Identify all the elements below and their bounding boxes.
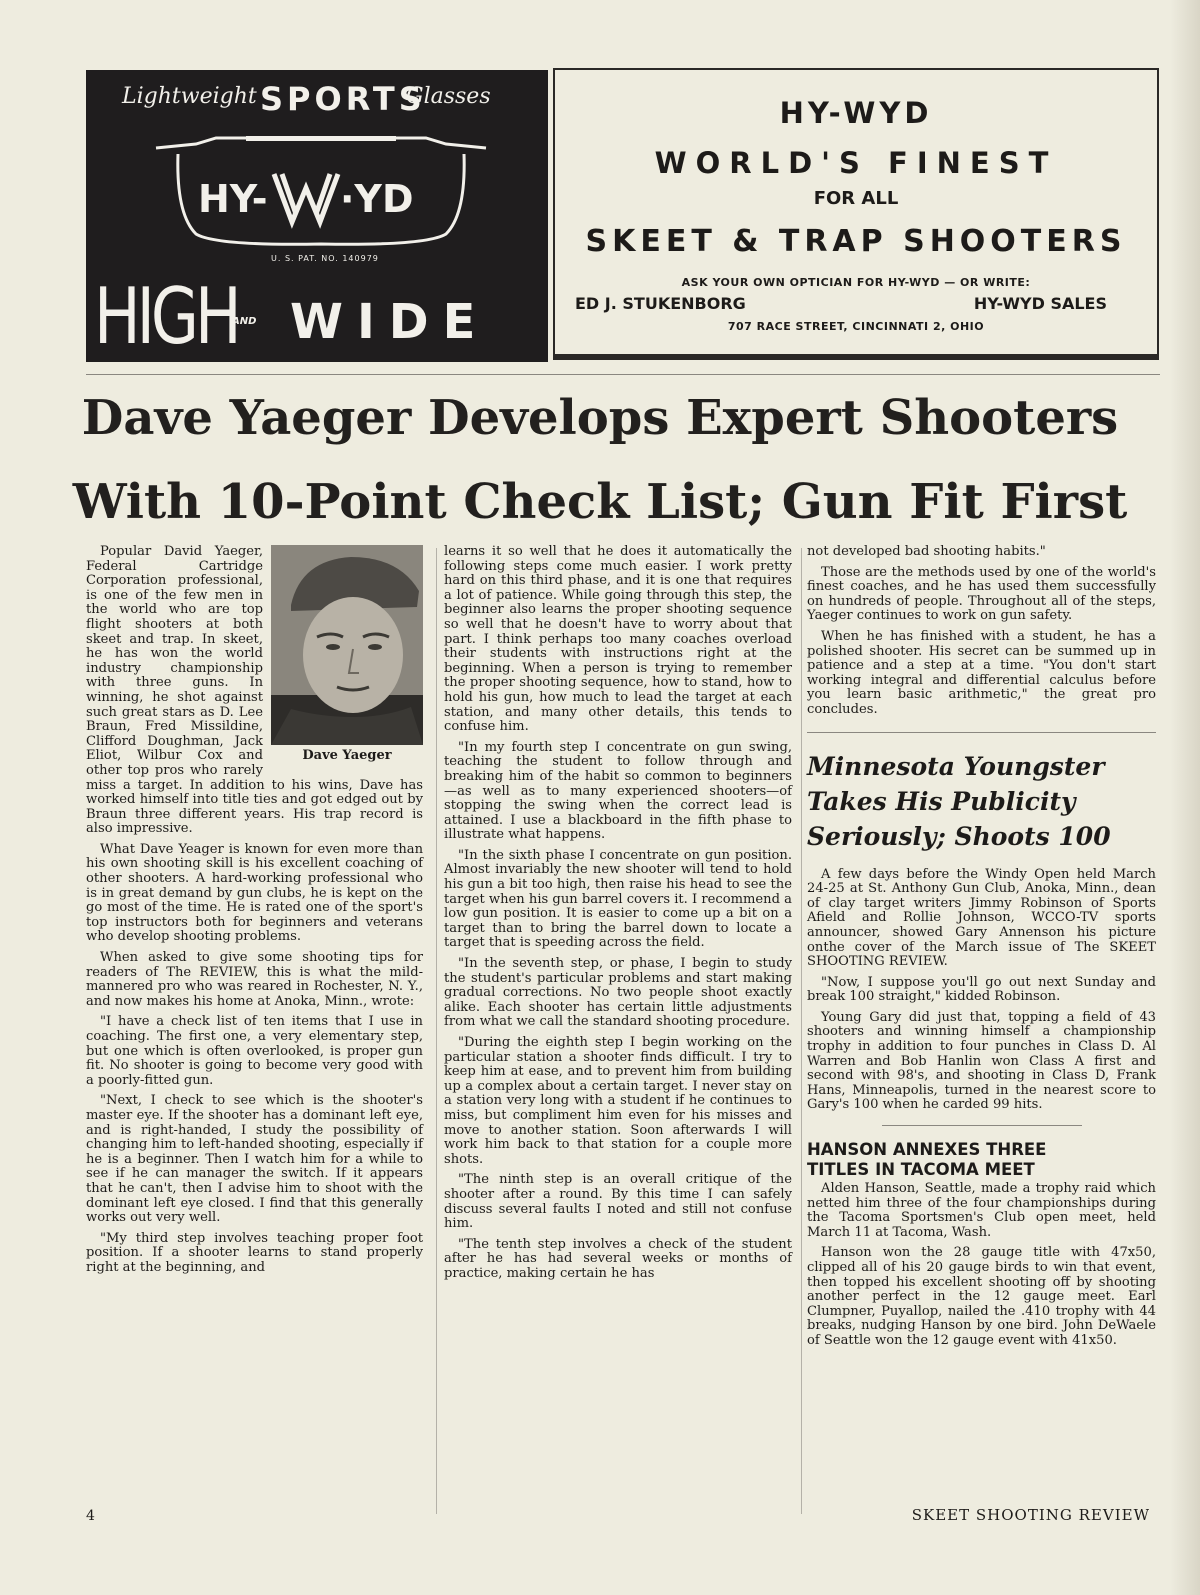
article-headline-line1: Dave Yaeger Develops Expert Shooters xyxy=(81,390,1119,446)
divider xyxy=(86,374,1160,375)
divider xyxy=(807,732,1156,733)
publication-name: SKEET SHOOTING REVIEW xyxy=(911,1506,1150,1524)
article-column-3 xyxy=(807,545,1156,1355)
paragraph: learns it so well that he does it automatically the following steps come much easier. I work pretty hard on this third phase, and it is one that requires a lot of patience. While going through this step, the beginner also learns the proper shooting sequence so well that he doesn't have to worry about that part. I think perhaps too many coaches overload their students with instructions right at the beginning. When a person is trying to remember the proper shooting sequence, how to stand, how to hold his gun, how much to lead the target at each station, and many other details, this tends to confuse him. xyxy=(444,544,792,735)
ad-script-glasses: Glasses xyxy=(406,84,491,109)
divider xyxy=(882,1125,1082,1126)
column-divider xyxy=(436,548,437,1514)
story2-headline-line2: Takes His Publicity xyxy=(807,786,1076,816)
page-edge-shadow xyxy=(1170,0,1200,1595)
page-number: 4 xyxy=(86,1508,95,1524)
ad-image-panel xyxy=(86,70,548,362)
portrait-image xyxy=(271,545,423,745)
paragraph: "Now, I suppose you'll go out next Sunday and break 100 straight," kidded Robinson. xyxy=(807,974,1156,1005)
ad-contact-name: ED J. STUKENBORG xyxy=(575,294,746,313)
ad-worlds-finest: WORLD'S FINEST xyxy=(654,146,1058,180)
paragraph: not developed bad shooting habits." xyxy=(807,544,1046,559)
paragraph: "The tenth step involves a check of the student after he has had several weeks or months of practice, making certain he has xyxy=(444,1236,792,1281)
ad-address: 707 RACE STREET, CINCINNATI 2, OHIO xyxy=(727,320,985,333)
paragraph: "In the seventh step, or phase, I begin to study the student's particular problems and start making gradual corrections. No two people shoot exactly alike. Each shooter has certain little adjustments from what we call the standard shooting procedure. xyxy=(444,956,792,1030)
story3-headline-line2: TITLES IN TACOMA MEET xyxy=(807,1160,1035,1180)
svg-text:HY-: HY- xyxy=(198,177,268,221)
photo-caption: Dave Yaeger xyxy=(302,748,392,763)
paragraph: A few days before the Windy Open held March 24-25 at St. Anthony Gun Club, Anoka, Minn., dean of clay target writers Jimmy Robinson of Sports Afield and Rollie Johnson, WCCO-TV sports announcer, showed Gary Annenson his picture onthe cover of the March issue of The SKEET SHOOTING REVIEW. xyxy=(807,866,1156,970)
ad-text-panel xyxy=(553,68,1159,360)
ad-patent-number: U. S. PAT. NO. 140979 xyxy=(271,254,379,263)
ad-skeet-trap: SKEET & TRAP SHOOTERS xyxy=(585,224,1127,259)
ad-sales-name: HY-WYD SALES xyxy=(973,294,1107,313)
article-column-1 xyxy=(86,545,423,1282)
article-headline-line2: With 10-Point Check List; Gun Fit First xyxy=(72,474,1128,530)
paragraph: "In the sixth phase I concentrate on gun position. Almost invariably the new shooter will tend to hold his gun a bit too high, then raise his head to see the target when his gun barrel covers it. I recommend a low gun position. It is easier to come up a bit on a target than to bring the barrel down to locate a target that is speeding across the field. xyxy=(444,847,792,951)
story3-headline xyxy=(807,1140,1156,1180)
paragraph: Alden Hanson, Seattle, made a trophy raid which netted him three of the four championships during the Tacoma Sportsmen's Club open meet, held March 11 at Tacoma, Wash. xyxy=(807,1181,1156,1240)
paragraph: Those are the methods used by one of the world's finest coaches, and he has used them successfully on hundreds of people. Throughout all of the steps, Yaeger continues to work on gun safety. xyxy=(807,564,1156,624)
story2-headline-line3: Seriously; Shoots 100 xyxy=(807,821,1111,851)
paragraph: Hanson won the 28 gauge title with 47x50, clipped all of his 20 gauge birds to win that event, then topped his excellent shooting off by shooting another perfect in the 12 gauge meet. Earl Clumpner, Puyallop, nailed the .410 trophy with 44 breaks, nudging Hanson by one bird. John DeWaele of Seattle won the 12 gauge event with 41x50. xyxy=(807,1245,1156,1348)
paragraph: When he has finished with a student, he has a polished shooter. His secret can be summed up in patience and a step at a time. "You don't start working integral and differential calculus before you learn basic arithmetic," the great pro concludes. xyxy=(807,628,1156,717)
story2-headline xyxy=(807,749,1156,854)
paragraph: "Next, I check to see which is the shooter's master eye. If the shooter has a dominant left eye, and is right-handed, I study the possibility of changing him to left-handed shooting, especially if he is a beginner. Then I watch him for a while to see if he can manager the switch. If it appears that he can't, then I advise him to shoot with the dominant left eye closed. I find that this generally works out very well. xyxy=(86,1093,423,1226)
ad-wide-word: WIDE xyxy=(290,294,490,350)
paragraph: "During the eighth step I begin working on the particular station a shooter finds difficult. I try to keep him at ease, and to prevent him from building up a complex about a certain target. I never stay on a station very long with a student if he continues to miss, but compliment him even for his misses and move to another station. Soon afterwards I will work him back to that station for a couple more shots. xyxy=(444,1035,792,1167)
ad-and-word: AND xyxy=(232,316,257,327)
story2-headline-line1: Minnesota Youngster xyxy=(807,751,1105,781)
ad-ask-optician: ASK YOUR OWN OPTICIAN FOR HY-WYD — OR WRITE: xyxy=(681,276,1031,289)
ad-script-lightweight: Lightweight xyxy=(122,84,257,109)
story3-headline-line1: HANSON ANNEXES THREE xyxy=(807,1140,1047,1160)
ad-brand: HY-WYD xyxy=(779,96,933,130)
ad-high-word: HIGH xyxy=(94,270,238,362)
paragraph: "I have a check list of ten items that I use in coaching. The first one, a very elementary step, but one which is often overlooked, is proper gun fit. No shooter is going to become very good with a poorly-fitted gun. xyxy=(86,1014,423,1088)
paragraph: "My third step involves teaching proper foot position. If a shooter learns to stand properly right at the beginning, and xyxy=(86,1230,423,1275)
paragraph: What Dave Yeager is known for even more than his own shooting skill is his excellent coaching of other shooters. A hard-working professional who is in great demand by gun clubs, he is kept on the go most of the time. He is rated one of the sport's top instructors both for beginners and veterans who develop shooting problems. xyxy=(86,841,423,945)
ad-sports-word: SPORTS xyxy=(260,80,426,118)
paragraph: Popular David Yaeger, Federal Cartridge Corporation professional, is one of the few men in the world who are top flight shooters at both skeet and trap. In skeet, he has won the world industry championship with three guns. In winning, he shot against such great stars as D. Lee Braun, Fred Missildine, Clifford Doughman, Jack Eliot, Wilbur Cox and other top pros who rarely miss a target. In addition to his wins, Dave has worked himself into title ties and got edged out by Braun three different years. His trap record is also impressive. xyxy=(86,544,423,837)
paragraph: Young Gary did just that, topping a field of 43 shooters and winning himself a championship trophy in addition to four punches in Class D. Al Warren and Bob Hanlin won Class A first and second with 98's, and shooting in Class D, Frank Hans, Minneapolis, turned in the nearest score to Gary's 100 when he carded 99 hits. xyxy=(807,1009,1156,1113)
portrait-photo xyxy=(271,545,423,767)
ad-for-all: FOR ALL xyxy=(813,188,899,209)
paragraph: "In my fourth step I concentrate on gun swing, teaching the student to follow through and breaking him of the habit so common to beginners—as well as to many experienced shooters—of stopping the swing when the correct lead is attained. I use a blackboard in the fifth phase to illustrate what happens. xyxy=(444,739,792,843)
column-divider xyxy=(801,548,802,1514)
paragraph: "The ninth step is an overall critique of the shooter after a round. By this time I can safely discuss several faults I noted and still not confuse him. xyxy=(444,1172,792,1232)
svg-text:·YD: ·YD xyxy=(340,177,414,221)
article-column-2 xyxy=(444,545,792,1288)
paragraph: When asked to give some shooting tips for readers of The REVIEW, this is what the mild-mannered pro who was reared in Rochester, N. Y., and now makes his home at Anoka, Minn., wrote: xyxy=(86,950,423,1009)
glasses-logo-icon xyxy=(146,130,496,260)
